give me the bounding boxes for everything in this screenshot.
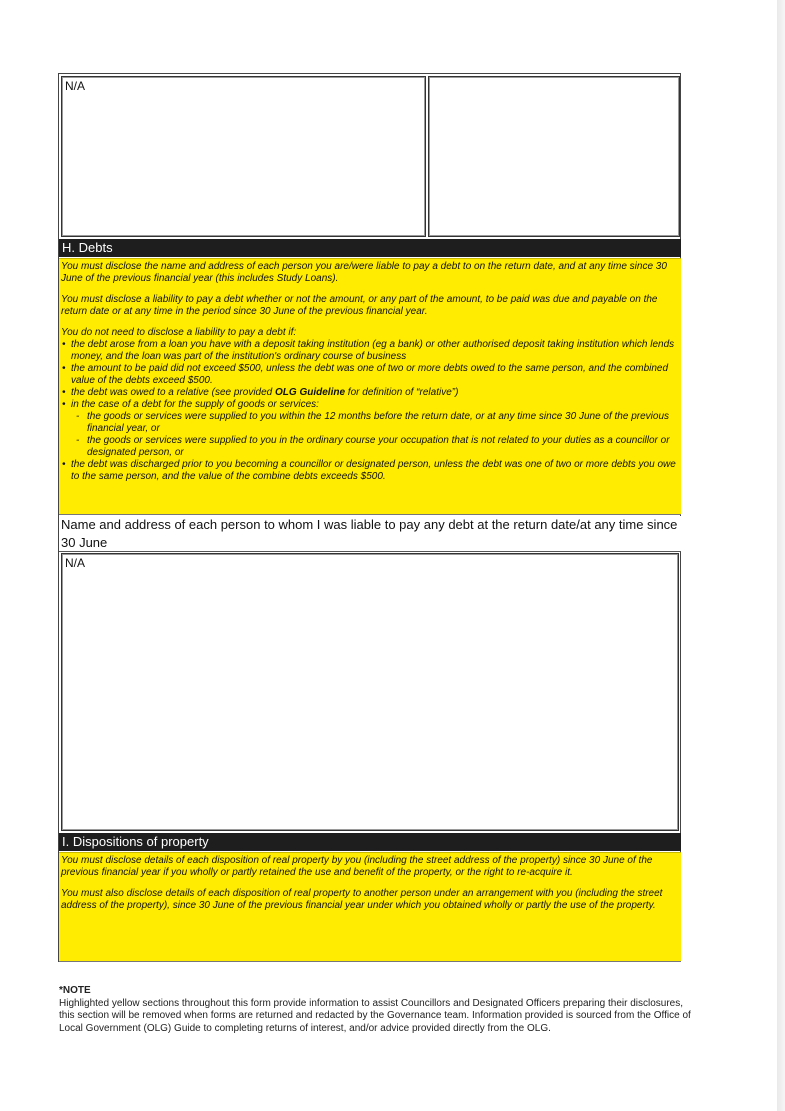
olg-guideline-reference: OLG Guideline	[275, 387, 346, 398]
debts-question-label: Name and address of each person to whom I was liable to pay any debt at the return date/at any time since 30 June	[59, 516, 681, 552]
debts-exemptions-list	[61, 339, 679, 483]
previous-section-answer-text: N/A	[65, 79, 86, 93]
exemption-sub-bullet-2: - the goods or services were supplied to you in the ordinary course your occupation that is not related to your duties as a councillor or designated person, or	[61, 435, 679, 459]
debts-answer-text: N/A	[65, 556, 86, 570]
exemption-bullet-1: • the debt arose from a loan you have with a deposit taking institution (eg a bank) or other authorised deposit taking institution which lends money, and the loan was part of the institution's ordinary course of business	[61, 339, 679, 363]
debts-intro-2: You must disclose a liability to pay a debt whether or not the amount, or any part of the amount, to be paid was due and payable on the return date or at any time in the period since 30 June of the previous financial year.	[61, 294, 658, 317]
section-h-guidance	[59, 258, 681, 515]
footnote	[59, 985, 701, 1035]
section-i-header: I. Dispositions of property	[59, 833, 681, 851]
exemption-bullet-3-post: for definition of “relative”)	[345, 387, 459, 398]
page-edge-shadow	[777, 0, 785, 1111]
section-i-guidance	[59, 852, 681, 962]
debts-answer-box[interactable]	[61, 553, 679, 831]
note-body: Highlighted yellow sections throughout this form provide information to assist Councillors and Designated Officers preparing their disclosures, this section will be removed when forms are returned and redacted by the Governance team. Information provided is sourced from the Office of Local Government (OLG) Guide to completing returns of interest, and/or advice provided directly from the OLG.	[59, 997, 691, 1034]
note-title: *NOTE	[59, 985, 91, 996]
debts-exemptions-intro: You do not need to disclose a liability to pay a debt if:	[61, 327, 297, 338]
section-h-header: H. Debts	[59, 239, 681, 257]
exemption-bullet-3-pre: the debt was owed to a relative (see provided	[71, 387, 276, 398]
dispositions-para-2: You must also disclose details of each disposition of real property to another person under an arrangement with you (including the street address of the property), since 30 June of the previous financial year under which you obtained wholly or partly the use of the property.	[61, 888, 663, 911]
exemption-bullet-4: • in the case of a debt for the supply of goods or services:	[61, 399, 679, 411]
previous-section-secondary-box[interactable]	[428, 76, 680, 237]
debts-intro-1: You must disclose the name and address of each person you are/were liable to pay a debt to on the return date, and at any time since 30 June of the previous financial year (this includes Study Loans).	[61, 261, 667, 284]
exemption-sub-bullet-1: - the goods or services were supplied to you within the 12 months before the return date, or at any time since 30 June of the previous financial year, or	[61, 411, 679, 435]
exemption-bullet-5: • the debt was discharged prior to you becoming a councillor or designated person, unless the debt was one of two or more debts you owe to the same person, and the value of the combine debts exceeds $500.	[61, 459, 679, 483]
previous-section-answer-box[interactable]	[61, 76, 426, 237]
exemption-bullet-3	[61, 387, 679, 399]
dispositions-para-1: You must disclose details of each disposition of real property by you (including the street address of the property) since 30 June of the previous financial year if you wholly or partly retained the use and benefit of the property, or the right to re-acquire it.	[61, 855, 653, 878]
exemption-bullet-2: • the amount to be paid did not exceed $500, unless the debt was one of two or more debts owed to the same person, and the combined value of the debts exceed $500.	[61, 363, 679, 387]
